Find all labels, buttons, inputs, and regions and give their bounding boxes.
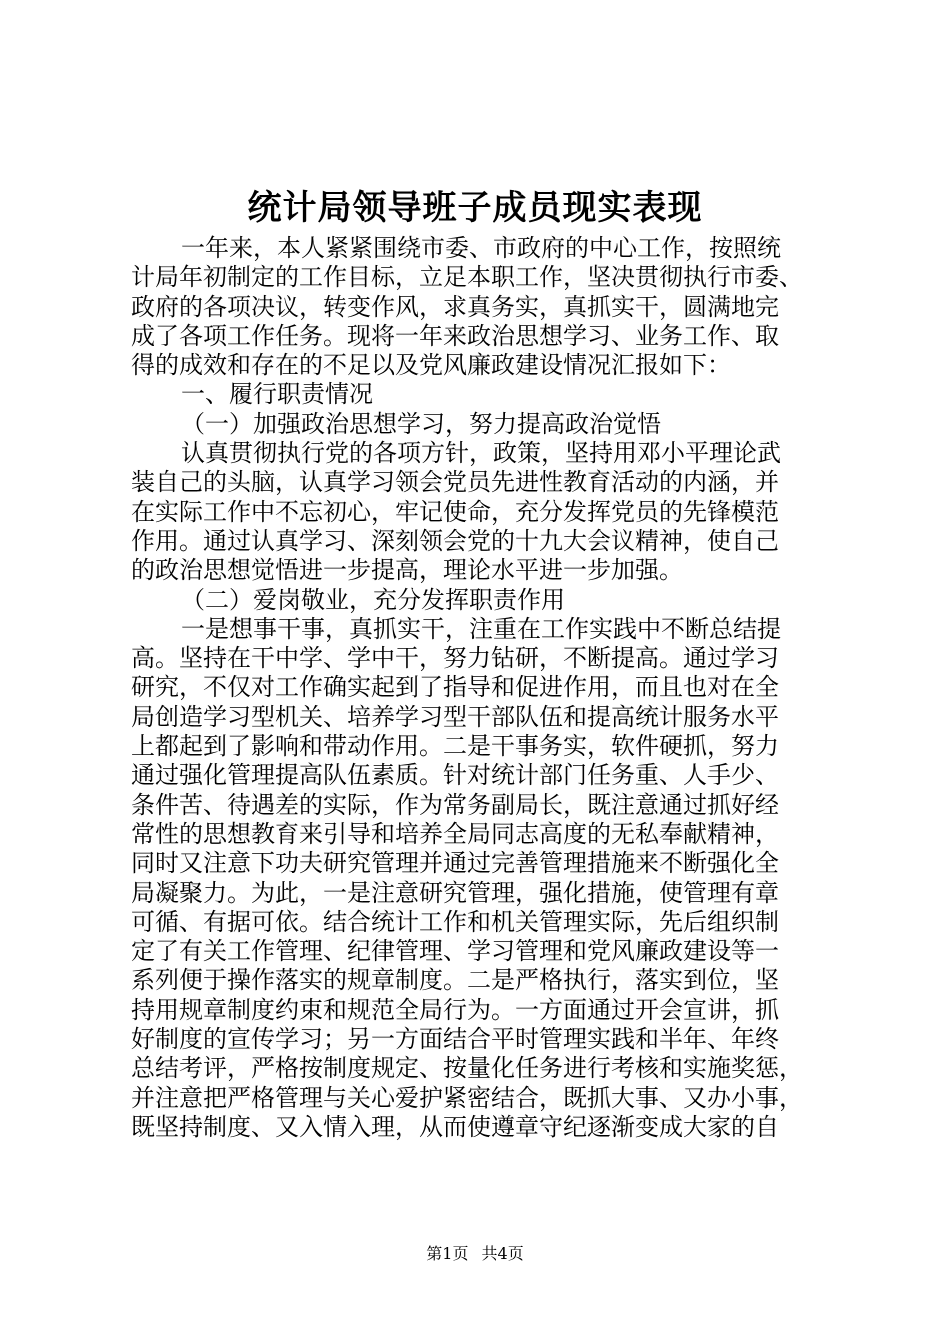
text-line: 政府的各项决议，转变作风，求真务实，真抓实干，圆满地完 (131, 292, 779, 321)
text-line: 一年来，本人紧紧围绕市委、市政府的中心工作，按照统 (181, 234, 781, 262)
text-line: 一是想事干事，真抓实干，注重在工作实践中不断总结提 (181, 614, 781, 643)
text-line: 持用规章制度约束和规范全局行为。一方面通过开会宣讲，抓 (131, 995, 779, 1024)
page-footer (0, 1243, 950, 1265)
text-line: 局创造学习型机关、培养学习型干部队伍和提高统计服务水平 (131, 702, 779, 731)
page-title: 统计局领导班子成员现实表现 (247, 188, 703, 228)
text-line: 可循、有据可依。结合统计工作和机关管理实际，先后组织制 (131, 907, 779, 936)
text-line: 得的成效和存在的不足以及党风廉政建设情况汇报如下： (131, 351, 731, 380)
text-line: 定了有关工作管理、纪律管理、学习管理和党风廉政建设等一 (131, 937, 779, 966)
text-line: 局凝聚力。为此，一是注意研究管理，强化措施，使管理有章 (131, 878, 779, 907)
page-total: 共4页 (481, 1244, 524, 1263)
text-line: 同时又注意下功夫研究管理并通过完善管理措施来不断强化全 (131, 849, 779, 878)
section-heading: 一、履行职责情况 (181, 380, 373, 409)
text-line: 常性的思想教育来引导和培养全局同志高度的无私奉献精神， (131, 819, 779, 848)
subsection-heading: （一）加强政治思想学习，努力提高政治觉悟 (181, 409, 661, 438)
text-line: 高。坚持在干中学、学中干，努力钻研，不断提高。通过学习 (131, 644, 779, 673)
text-line: 认真贯彻执行党的各项方针，政策，坚持用邓小平理论武 (181, 439, 781, 468)
text-line: 在实际工作中不忘初心，牢记使命，充分发挥党员的先锋模范 (131, 497, 779, 526)
text-line: 好制度的宣传学习；另一方面结合平时管理实践和半年、年终 (131, 1025, 779, 1054)
text-line: 系列便于操作落实的规章制度。二是严格执行，落实到位，坚 (131, 966, 779, 995)
document-body (131, 234, 831, 1142)
page-number: 第1页 (426, 1244, 469, 1263)
text-line: 条件苦、待遇差的实际，作为常务副局长，既注意通过抓好经 (131, 790, 779, 819)
text-line: 并注意把严格管理与关心爱护紧密结合，既抓大事、又办小事， (131, 1083, 803, 1112)
text-line: 总结考评，严格按制度规定、按量化任务进行考核和实施奖惩， (131, 1054, 803, 1083)
text-line: 通过强化管理提高队伍素质。针对统计部门任务重、人手少、 (131, 761, 779, 790)
text-line: 的政治思想觉悟进一步提高，理论水平进一步加强。 (131, 556, 683, 585)
text-line: 作用。通过认真学习、深刻领会党的十九大会议精神，使自己 (131, 526, 779, 555)
text-line: 既坚持制度、又入情入理，从而使遵章守纪逐渐变成大家的自 (131, 1112, 779, 1141)
text-line: 装自己的头脑，认真学习领会党员先进性教育活动的内涵，并 (131, 468, 779, 497)
text-line: 成了各项工作任务。现将一年来政治思想学习、业务工作、取 (131, 321, 779, 350)
text-line: 计局年初制定的工作目标，立足本职工作，坚决贯彻执行市委、 (131, 263, 803, 292)
text-line: 上都起到了影响和带动作用。二是干事务实，软件硬抓，努力 (131, 732, 779, 761)
text-line: 研究，不仅对工作确实起到了指导和促进作用，而且也对在全 (131, 673, 779, 702)
subsection-heading: （二）爱岗敬业，充分发挥职责作用 (181, 585, 565, 614)
